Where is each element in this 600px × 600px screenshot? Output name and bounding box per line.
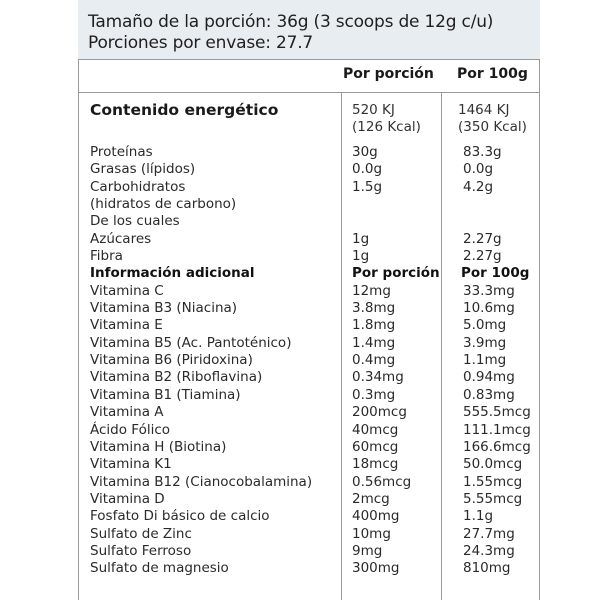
- table-row: [79, 283, 539, 300]
- value-per-100g: 4.2g: [463, 178, 494, 195]
- section-header-row: [79, 265, 539, 282]
- table-row: [79, 300, 539, 317]
- value-per-serving: 0.0g: [352, 161, 383, 178]
- table-row: [79, 335, 539, 352]
- nutrient-name: Vitamina B12 (Cianocobalamina): [90, 473, 313, 490]
- value-per-100g: 3.9mg: [463, 334, 507, 351]
- nutrient-name: Vitamina B6 (Piridoxina): [90, 352, 253, 369]
- value-per-serving: Por porción: [352, 265, 440, 282]
- table-row: [79, 456, 539, 473]
- value-per-100g: 50.0mcg: [463, 456, 523, 473]
- value-per-100g: 1.1g: [463, 508, 494, 525]
- table-row: [79, 352, 539, 369]
- table-row: [79, 213, 539, 230]
- table-row: [79, 439, 539, 456]
- servings-per-container-text: Porciones por envase: 27.7: [88, 33, 314, 53]
- table-row: [79, 231, 539, 248]
- nutrient-name: Sulfato de Zinc: [90, 525, 192, 542]
- value-per-serving: 0.4mg: [352, 352, 396, 369]
- value-per-serving: 1.8mg: [352, 317, 396, 334]
- value-per-100g: 2.27g: [463, 230, 502, 247]
- table-row: [79, 317, 539, 334]
- nutrient-name: Vitamina H (Biotina): [90, 438, 227, 455]
- table-row: [79, 491, 539, 508]
- value-per-100g: 33.3mg: [463, 282, 515, 299]
- energy-label: Contenido energético: [90, 101, 279, 119]
- nutrient-name: Vitamina B1 (Tiamina): [90, 386, 241, 403]
- nutrient-name: Vitamina K1: [90, 456, 172, 473]
- value-per-100g: 810mg: [463, 560, 511, 577]
- nutrient-name: Vitamina A: [90, 404, 164, 421]
- value-per-serving: 1.4mg: [352, 334, 396, 351]
- energy-per-serving-kcal: (126 Kcal): [352, 119, 421, 135]
- nutrient-name: Azúcares: [90, 230, 152, 247]
- value-per-serving: 400mg: [352, 508, 400, 525]
- table-row: [79, 387, 539, 404]
- table-header-row: [79, 60, 539, 93]
- table-row: [79, 161, 539, 178]
- nutrient-name: Vitamina D: [90, 490, 165, 507]
- value-per-serving: 0.56mcg: [352, 473, 412, 490]
- value-per-100g: 27.7mg: [463, 525, 515, 542]
- nutrient-name: Proteínas: [90, 144, 153, 160]
- value-per-100g: 10.6mg: [463, 300, 515, 317]
- value-per-100g: 5.55mcg: [463, 490, 523, 507]
- value-per-serving: 9mg: [352, 542, 383, 559]
- nutrient-name: Sulfato Ferroso: [90, 542, 192, 559]
- energy-per-serving: [352, 102, 421, 136]
- nutrient-name: Vitamina B3 (Niacina): [90, 300, 238, 317]
- nutrition-facts-panel: [78, 0, 540, 600]
- value-per-100g: 24.3mg: [463, 542, 515, 559]
- value-per-serving: 18mcg: [352, 456, 399, 473]
- value-per-100g: 0.94mg: [463, 369, 515, 386]
- table-row: [79, 474, 539, 491]
- table-row: [79, 196, 539, 213]
- value-per-serving: 60mcg: [352, 438, 399, 455]
- table-row: [79, 543, 539, 560]
- value-per-100g: Por 100g: [461, 265, 530, 282]
- nutrient-rows: [79, 144, 539, 578]
- value-per-100g: 5.0mg: [463, 317, 507, 334]
- value-per-serving: 300mg: [352, 560, 400, 577]
- energy-per-serving-kj: 520 KJ: [352, 102, 395, 118]
- value-per-100g: 166.6mcg: [463, 438, 531, 455]
- nutrient-name: Fibra: [90, 248, 123, 265]
- value-per-100g: 0.0g: [463, 161, 494, 178]
- value-per-serving: 0.3mg: [352, 386, 396, 403]
- value-per-100g: 111.1mcg: [463, 421, 531, 438]
- nutrient-name: Vitamina B2 (Riboflavina): [90, 369, 263, 386]
- column-header-per-100g: Por 100g: [457, 66, 528, 82]
- value-per-serving: 30g: [352, 144, 378, 160]
- table-row: [79, 526, 539, 543]
- value-per-serving: 10mg: [352, 525, 391, 542]
- table-row: [79, 144, 539, 161]
- value-per-100g: 83.3g: [463, 144, 502, 160]
- nutrient-name: Información adicional: [90, 265, 255, 282]
- nutrient-name: Carbohidratos: [90, 178, 186, 195]
- table-row: [79, 404, 539, 421]
- value-per-serving: 1g: [352, 248, 370, 265]
- table-row: [79, 248, 539, 265]
- nutrient-name: Ácido Fólico: [90, 421, 171, 438]
- value-per-serving: 1.5g: [352, 178, 383, 195]
- table-row: [79, 369, 539, 386]
- value-per-serving: 40mcg: [352, 421, 399, 438]
- nutrient-name: Grasas (lípidos): [90, 161, 196, 178]
- value-per-100g: 2.27g: [463, 248, 502, 265]
- value-per-serving: 2mcg: [352, 490, 390, 507]
- table-row: [79, 422, 539, 439]
- nutrient-name: Sulfato de magnesio: [90, 560, 229, 577]
- nutrition-table: [78, 60, 540, 600]
- energy-per-100g: [458, 102, 527, 136]
- value-per-100g: 1.1mg: [463, 352, 507, 369]
- energy-per-100g-kj: 1464 KJ: [458, 102, 510, 118]
- serving-info-band: [78, 0, 540, 60]
- nutrient-name: De los cuales: [90, 213, 180, 230]
- nutrient-name: Vitamina C: [90, 282, 164, 299]
- nutrient-name: (hidratos de carbono): [90, 196, 237, 213]
- serving-size-text: Tamaño de la porción: 36g (3 scoops de 12g c/u): [88, 12, 494, 32]
- value-per-100g: 0.83mg: [463, 386, 515, 403]
- value-per-100g: 555.5mcg: [463, 404, 531, 421]
- nutrient-name: Vitamina B5 (Ac. Pantoténico): [90, 334, 292, 351]
- table-row: [79, 179, 539, 196]
- table-row: [79, 508, 539, 525]
- table-row: [79, 560, 539, 577]
- nutrient-name: Fosfato Di básico de calcio: [90, 508, 270, 525]
- value-per-serving: 0.34mg: [352, 369, 404, 386]
- value-per-serving: 200mcg: [352, 404, 407, 421]
- value-per-100g: 1.55mcg: [463, 473, 523, 490]
- energy-per-100g-kcal: (350 Kcal): [458, 119, 527, 135]
- nutrient-name: Vitamina E: [90, 317, 163, 334]
- value-per-serving: 3.8mg: [352, 300, 396, 317]
- value-per-serving: 1g: [352, 230, 370, 247]
- value-per-serving: 12mg: [352, 282, 391, 299]
- column-header-per-serving: Por porción: [343, 66, 434, 82]
